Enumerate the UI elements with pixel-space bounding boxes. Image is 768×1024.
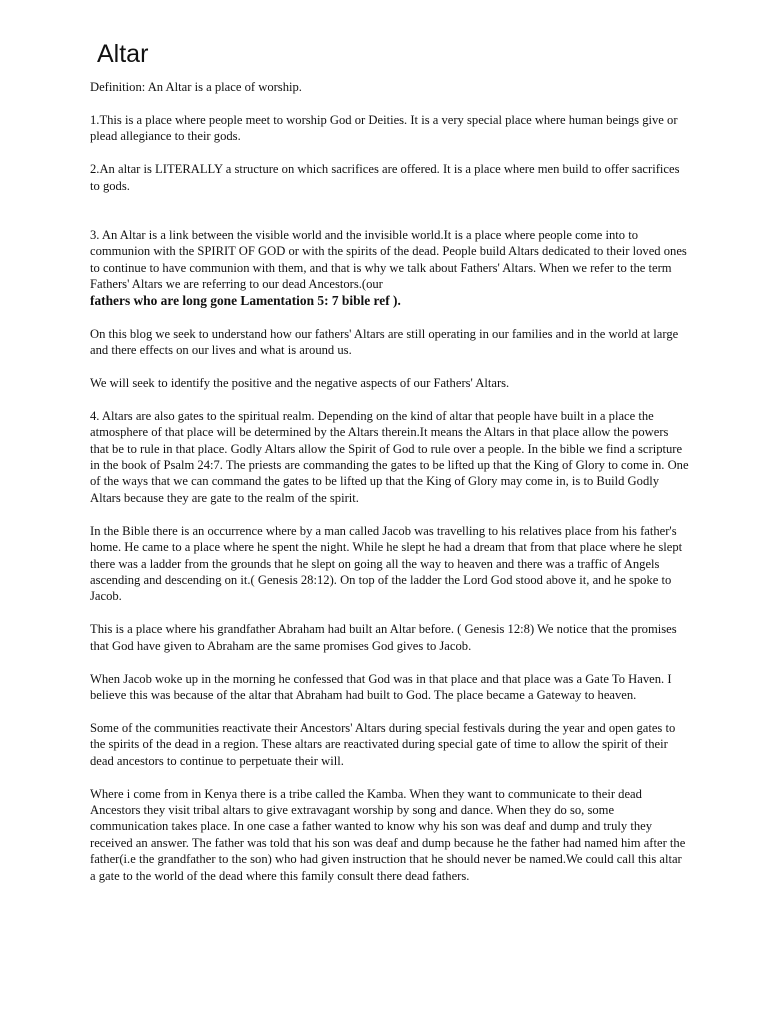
paragraph-gate: When Jacob woke up in the morning he confessed that God was in that place and that place was a Gate To Haven. I believe this was because of the altar that Abraham had built to God. The place became a Gateway to heaven. xyxy=(90,671,672,702)
paragraph-3-bold-reference: fathers who are long gone Lamentation 5: 7 bible ref ). xyxy=(90,292,401,308)
document-body xyxy=(90,79,690,901)
definition-paragraph: Definition: An Altar is a place of worship. xyxy=(90,80,302,94)
paragraph-3 xyxy=(90,227,690,309)
paragraph-blog: On this blog we seek to understand how our fathers' Altars are still operating in our families and in the world at large and there effects on our lives and what is around us. xyxy=(90,326,679,357)
paragraph-abraham: This is a place where his grandfather Abraham had built an Altar before. ( Genesis 12:8) We notice that the promises that God have given to Abraham are the same promises God gives to Jacob. xyxy=(90,622,677,653)
document-title: Altar xyxy=(97,40,149,68)
paragraph-1: 1.This is a place where people meet to worship God or Deities. It is a very special place where human beings give or plead allegiance to their gods. xyxy=(90,112,678,144)
paragraph-2: 2.An altar is LITERALLY a structure on which sacrifices are offered. It is a place where men build to offer sacrifices to gods. xyxy=(90,162,680,193)
paragraph-jacob: In the Bible there is an occurrence where by a man called Jacob was travelling to his relatives place from his father's home. He came to a place where he spent the night. While he slept he had a dream that from that place where he slept there was a ladder from the grounds that he slept on going all the way to heaven and there was a traffic of Angels ascending and descending on it.( Genesis 28:12). On top of the ladder the Lord God stood above it, and he spoke to Jacob. xyxy=(90,523,683,604)
paragraph-aspects: We will seek to identify the positive and the negative aspects of our Fathers' Altars. xyxy=(90,375,510,390)
paragraph-4: 4. Altars are also gates to the spiritual realm. Depending on the kind of altar that people have built in a place the atmosphere of that place will be determined by the Altars therein.It means the Altars in that place allow the powers that be to rule in that place. Godly Altars allow the Spirit of God to rule over a people. In the bible we find a scripture in the book of Psalm 24:7. The priests are commanding the gates to be lifted up that the King of Glory to come in. One of the ways that we can command the gates to be lifted up that the King of Glory may come in, is to Build Godly Altars because they are gate to the realm of the spirit. xyxy=(90,408,689,505)
paragraph-kenya: Where i come from in Kenya there is a tribe called the Kamba. When they want to communicate to their dead Ancestors they visit tribal altars to give extravagant worship by song and dance. When they do so, some communication takes place. In one case a father wanted to know why his son was deaf and dump and truly they received an answer. The father was told that his son was deaf and dump because he the father had named him after the father(i.e the grandfather to the son) who had given instruction that he should never be named.We could call this altar a gate to the world of the dead where this family consult there dead fathers. xyxy=(90,786,686,883)
paragraph-3-text: 3. An Altar is a link between the visible world and the invisible world.It is a place where people come into to communion with the SPIRIT OF GOD or with the spirits of the dead. People build Altars dedicated to their loved ones to continue to have communion with them, and that is why we talk about Fathers' Altars. When we refer to the term Fathers' Altars we are referring to our dead Ancestors.(our xyxy=(90,228,687,292)
paragraph-communities: Some of the communities reactivate their Ancestors' Altars during special festivals during the year and open gates to the spirits of the dead in a region. These altars are reactivated during special gate of time to allow the spirit of their dead ancestors to continue to perpetuate their will. xyxy=(90,720,676,768)
